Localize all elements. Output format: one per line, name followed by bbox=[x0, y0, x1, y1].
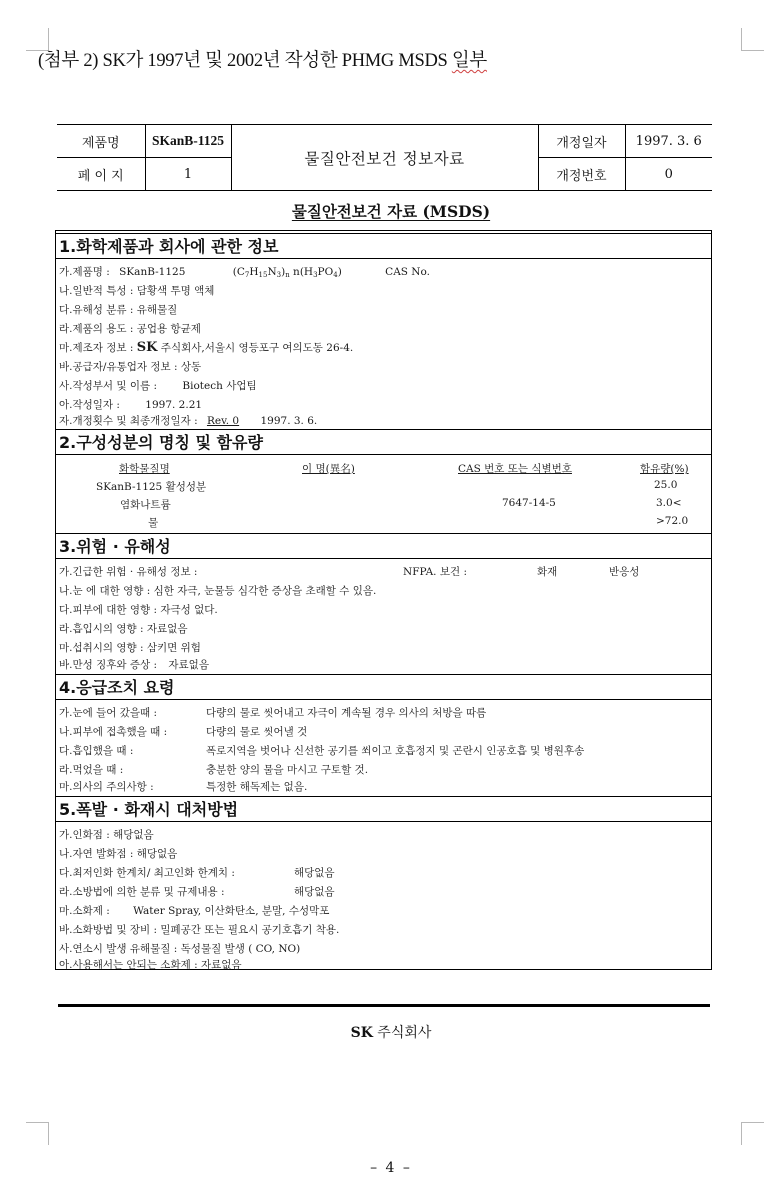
s1-formula-p6: PO bbox=[317, 266, 334, 278]
s1-formula-p1: (C bbox=[232, 266, 245, 278]
s5-extinguish-value: Water Spray, 이산화탄소, 분말, 수성막포 bbox=[133, 905, 330, 917]
s4-eye-label: 가.눈에 들어 갔을때 : bbox=[59, 707, 158, 719]
s1-formula-s2: 15 bbox=[258, 271, 268, 279]
s1-product-value: SKanB-1125 bbox=[119, 266, 186, 278]
revision-no-value: 0 bbox=[625, 158, 712, 191]
header-doc-title: 물질안전보건 정보자료 bbox=[231, 125, 538, 191]
s1-revision-label: 자.개정횟수 및 최종개정일자 : bbox=[59, 415, 198, 427]
footer-rule bbox=[58, 1004, 710, 1007]
s2-row-3-content: >72.0 bbox=[656, 515, 689, 527]
s5-extinguish-line bbox=[59, 903, 329, 918]
s1-writer-value: Biotech 사업팀 bbox=[182, 380, 257, 392]
s4-skin-label: 나.피부에 접촉했을 때 : bbox=[59, 726, 168, 738]
s4-skin-value: 다량의 물로 씻어낼 것 bbox=[206, 726, 308, 738]
s3-fire: 화재 bbox=[537, 566, 558, 578]
s2-col-content: 함유량(%) bbox=[640, 463, 689, 475]
section-5-heading: 5.폭발 · 화재시 대처방법 bbox=[56, 796, 711, 822]
s5-combustion: 사.연소시 발생 유해물질 : 독성물질 발생 ( CO, NO) bbox=[59, 943, 301, 955]
s5-method: 바.소화방법 및 장비 : 밀폐공간 또는 필요시 공기호흡기 착용. bbox=[59, 924, 340, 936]
s1-revision-date: 1997. 3. 6. bbox=[260, 415, 318, 427]
s1-formula bbox=[233, 266, 342, 278]
product-name-label: 제품명 bbox=[57, 125, 145, 158]
s2-row-3-name: 물 bbox=[148, 517, 159, 529]
footer-company bbox=[0, 1022, 782, 1042]
crop-mark-bottom-right bbox=[741, 1122, 764, 1145]
s1-supplier: 바.공급자/유통업자 정보 : 상동 bbox=[59, 361, 202, 373]
footer-company-sk: SK bbox=[350, 1025, 373, 1041]
s5-autoignition: 나.자연 발화점 : 해당없음 bbox=[59, 848, 178, 860]
s1-written-date-line bbox=[59, 397, 202, 412]
crop-mark-top-right bbox=[741, 28, 764, 51]
s1-formula-s6: 4 bbox=[333, 271, 338, 279]
s1-formula-s3: 3 bbox=[276, 271, 282, 279]
section-1-heading: 1.화학제품과 회사에 관한 정보 bbox=[56, 233, 711, 259]
s2-col-chemical: 화학물질명 bbox=[119, 463, 170, 475]
s2-row-2-content: 3.0< bbox=[656, 497, 682, 509]
s1-maker-sk: SK bbox=[136, 340, 158, 355]
s1-formula-s4: n bbox=[285, 271, 290, 279]
s2-row-2-name: 염화나트륨 bbox=[120, 499, 171, 511]
s1-formula-s1: 7 bbox=[244, 271, 250, 279]
s3-emergency: 가.긴급한 위험 · 유해성 정보 : bbox=[59, 566, 198, 578]
s2-col-alias: 이 명(異名) bbox=[302, 463, 355, 475]
s1-writer-line bbox=[59, 378, 257, 393]
s4-doctor-value: 특정한 해독제는 없음. bbox=[206, 781, 308, 793]
s5-extinguish-label: 마.소화제 : bbox=[59, 905, 110, 917]
s5-flash: 가.인화점 : 해당없음 bbox=[59, 829, 154, 841]
s3-nfpa: NFPA. 보건 : bbox=[403, 566, 467, 578]
s1-formula-p5: n(H bbox=[289, 266, 314, 278]
s1-writer-label: 사.작성부서 및 이름 : bbox=[59, 380, 158, 392]
s4-eye-value: 다량의 물로 씻어내고 자극이 계속될 경우 의사의 처방을 따름 bbox=[206, 707, 487, 719]
s5-limits-label: 다.최저인화 한계치/ 최고인화 한계치 : bbox=[59, 867, 235, 879]
s2-row-1-name: SKanB-1125 활성성분 bbox=[96, 481, 207, 493]
s1-written-date-value: 1997. 2.21 bbox=[145, 399, 203, 411]
s4-inhal-value: 폭로지역을 벗어나 신선한 공기를 쐬이고 호흡정지 및 곤란시 인공호흡 및 병원후송 bbox=[206, 745, 585, 757]
s1-maker-label: 마.제조자 정보 : bbox=[59, 342, 134, 354]
s2-row-1-content: 25.0 bbox=[654, 479, 678, 491]
s1-formula-s5: 3 bbox=[313, 271, 318, 279]
s5-fire-class-value: 해당없음 bbox=[294, 886, 335, 898]
s1-product-label: 가.제품명 : bbox=[59, 266, 110, 278]
document-header-table bbox=[57, 124, 712, 191]
s3-chronic-label: 바.만성 징후와 증상 : bbox=[59, 659, 158, 671]
crop-mark-bottom-left bbox=[26, 1122, 49, 1145]
page-title-prefix: (첨부 2) SK가 1997년 및 2002년 작성한 PHMG MSDS bbox=[38, 51, 452, 71]
s1-revision-line bbox=[59, 413, 317, 428]
s2-col-cas: CAS 번호 또는 식별번호 bbox=[458, 463, 572, 475]
s3-chronic-line bbox=[59, 657, 209, 672]
s3-ingestion: 마.섭취시의 영향 : 삼키면 위험 bbox=[59, 642, 201, 654]
s1-formula-p4: ) bbox=[281, 266, 286, 278]
revision-no-label: 개정번호 bbox=[538, 158, 625, 191]
page-number: – 4 – bbox=[370, 1160, 412, 1176]
s1-formula-p7: ) bbox=[337, 266, 342, 278]
s4-ingest-label: 라.먹었을 때 : bbox=[59, 764, 124, 776]
s3-inhalation: 라.흡입시의 영향 : 자료없음 bbox=[59, 623, 188, 635]
page-label: 페 이 지 bbox=[57, 158, 145, 191]
s3-reactivity: 반응성 bbox=[609, 566, 640, 578]
page-title bbox=[38, 46, 487, 72]
s1-product-line bbox=[59, 264, 430, 279]
s1-hazard-class: 다.유해성 분류 : 유해물질 bbox=[59, 304, 178, 316]
msds-title: 물질안전보건 자료 (MSDS) bbox=[291, 202, 491, 221]
s4-inhal-label: 다.흡입했을 때 : bbox=[59, 745, 134, 757]
s1-general-props: 나.일반적 특성 : 담황색 투명 액체 bbox=[59, 285, 215, 297]
s1-revision-value: Rev. 0 bbox=[206, 415, 240, 427]
page-title-last-word: 일부 bbox=[451, 51, 487, 71]
s3-eye: 나.눈 에 대한 영향 : 심한 자극, 눈물등 심각한 증상을 초래할 수 있음. bbox=[59, 585, 377, 597]
section-3-heading: 3.위험 · 유해성 bbox=[56, 533, 711, 559]
s5-avoid: 아.사용해서는 안되는 소화제 : 자료없음 bbox=[59, 959, 242, 971]
s1-maker-line bbox=[59, 340, 353, 355]
s2-row-2-cas: 7647-14-5 bbox=[502, 497, 556, 509]
s1-usage: 라.제품의 용도 : 공업용 항균제 bbox=[59, 323, 201, 335]
s4-doctor-label: 마.의사의 주의사항 : bbox=[59, 781, 154, 793]
s3-chronic-value: 자료없음 bbox=[168, 659, 209, 671]
revision-date-value: 1997. 3. 6 bbox=[625, 125, 712, 158]
s5-fire-class-label: 라.소방법에 의한 분류 및 규제내용 : bbox=[59, 886, 225, 898]
s1-formula-p2: H bbox=[249, 266, 259, 278]
s1-cas-label: CAS No. bbox=[385, 266, 430, 278]
s5-limits-value: 해당없음 bbox=[294, 867, 335, 879]
s1-written-date-label: 아.작성일자 : bbox=[59, 399, 120, 411]
s1-formula-p3: N bbox=[267, 266, 277, 278]
page-value: 1 bbox=[145, 158, 231, 191]
revision-date-label: 개정일자 bbox=[538, 125, 625, 158]
msds-content-box bbox=[55, 230, 712, 970]
section-2-heading: 2.구성성분의 명칭 및 함유량 bbox=[56, 429, 711, 455]
section-4-heading: 4.응급조치 요령 bbox=[56, 674, 711, 700]
s4-ingest-value: 충분한 양의 물을 마시고 구토할 것. bbox=[206, 764, 369, 776]
footer-company-rest: 주식회사 bbox=[372, 1025, 432, 1041]
s3-skin: 다.피부에 대한 영향 : 자극성 없다. bbox=[59, 604, 218, 616]
product-name-value: SKanB-1125 bbox=[145, 125, 231, 158]
s1-maker-rest: 주식회사,서울시 영등포구 여의도동 26-4. bbox=[160, 342, 354, 354]
